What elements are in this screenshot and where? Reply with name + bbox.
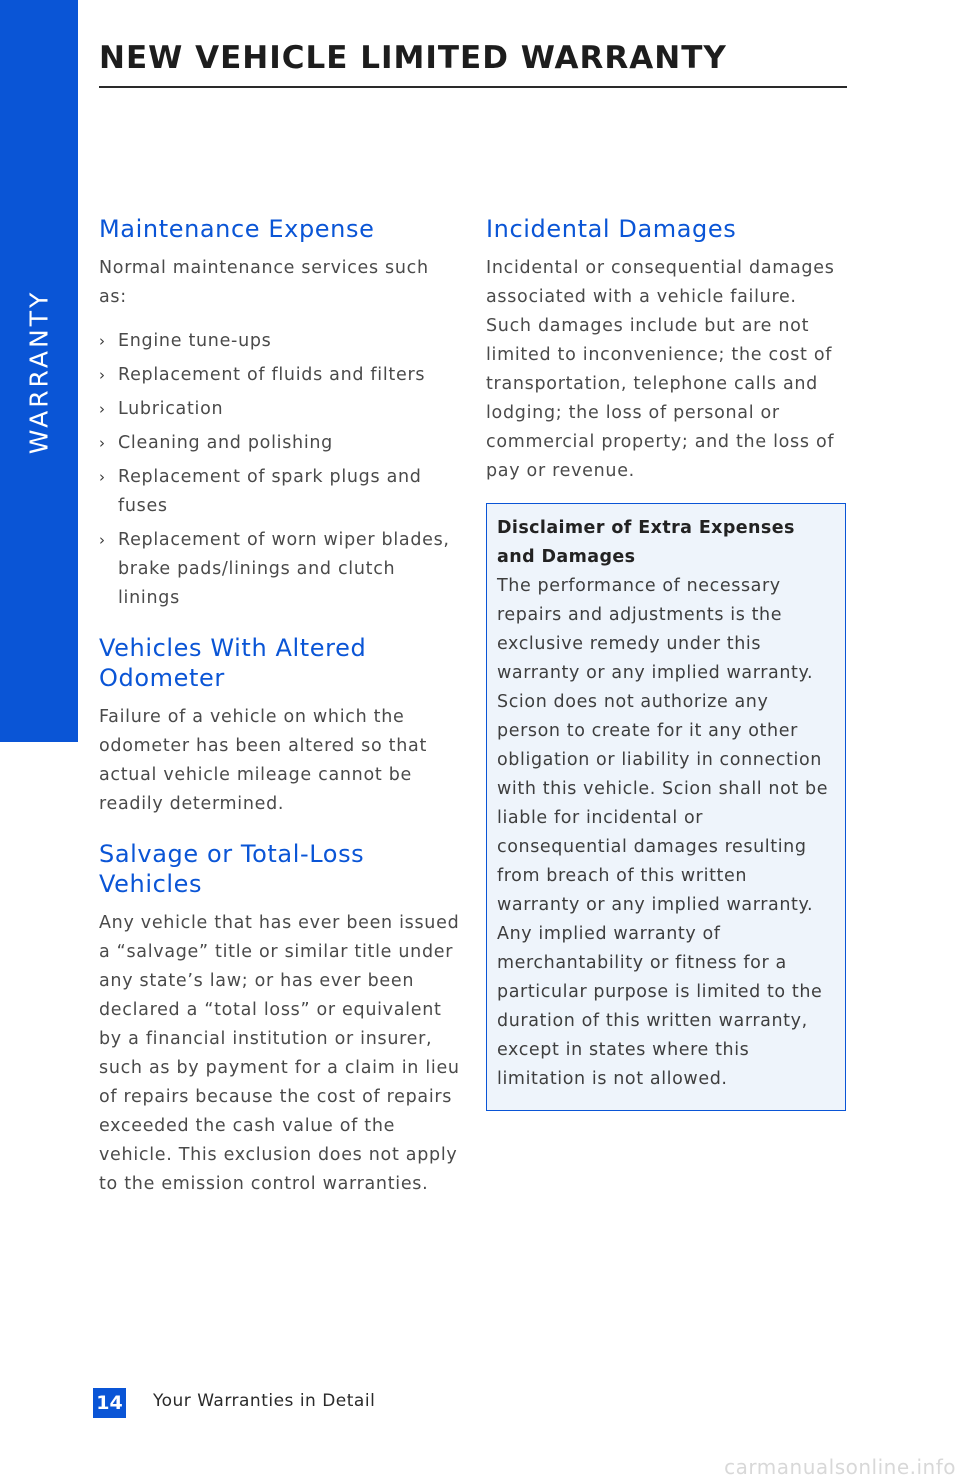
title-rule — [99, 86, 847, 88]
salvage-heading: Salvage or Total-Loss Vehicles — [99, 840, 365, 898]
incidental-body: Incidental or consequential damages associated with a vehicle failure. Such damages include but are not limited to inconvenience; the cost of transportation, telephone calls and lodging; the loss of personal or commercial property; and the loss of pay or revenue. — [486, 258, 835, 481]
chevron-right-icon: › — [99, 531, 106, 549]
maintenance-heading: Maintenance Expense — [99, 215, 375, 243]
list-item — [99, 327, 461, 356]
list-item — [99, 361, 461, 390]
list-item — [99, 429, 461, 458]
salvage-body: Any vehicle that has ever been issued a “salvage” title or similar title under any state’s law; or has ever been declared a “total loss” or equivalent by a financial institution or insurer, such as by payment for a claim in lieu of repairs because the cost of repairs exceeded the cash value of the vehicle. This exclusion does not apply to the emission control warranties. — [99, 913, 460, 1194]
list-item — [99, 526, 461, 613]
right-column — [486, 214, 846, 1111]
odometer-section — [99, 633, 461, 819]
list-item — [99, 395, 461, 424]
disclaimer-body: The performance of necessary repairs and adjustments is the exclusive remedy under this warranty or any implied warranty. Scion does not authorize any person to create for it any other obligation or liability in connection with this vehicle. Scion shall not be liable for incidental or consequential damages resulting from breach of this written warranty or any implied warranty. Any implied warranty of merchantability or fitness for a particular purpose is limited to the duration of this written warranty, except in states where this limitation is not allowed. — [497, 576, 829, 1089]
watermark: carmanualsonline.info — [724, 1455, 956, 1479]
left-column — [99, 214, 461, 1219]
page-title: NEW VEHICLE LIMITED WARRANTY — [99, 40, 727, 76]
side-tab — [0, 0, 78, 742]
list-item-text: Replacement of fluids and filters — [118, 365, 426, 385]
disclaimer-box — [486, 503, 846, 1111]
maintenance-section — [99, 214, 461, 613]
chevron-right-icon: › — [99, 366, 106, 384]
chevron-right-icon: › — [99, 400, 106, 418]
incidental-heading: Incidental Damages — [486, 215, 737, 243]
odometer-body: Failure of a vehicle on which the odometer has been altered so that actual vehicle mileage cannot be readily determined. — [99, 707, 427, 814]
chevron-right-icon: › — [99, 434, 106, 452]
chevron-right-icon: › — [99, 468, 106, 486]
list-item — [99, 463, 461, 521]
list-item-text: Lubrication — [118, 399, 224, 419]
list-item-text: Replacement of spark plugs and fuses — [118, 467, 422, 516]
incidental-section — [486, 214, 846, 486]
chevron-right-icon: › — [99, 332, 106, 350]
list-item-text: Engine tune-ups — [118, 331, 272, 351]
maintenance-list — [99, 327, 461, 613]
odometer-heading: Vehicles With Altered Odometer — [99, 634, 367, 692]
list-item-text: Replacement of worn wiper blades, brake pads/linings and clutch linings — [118, 530, 450, 608]
salvage-section — [99, 839, 461, 1199]
disclaimer-title: Disclaimer of Extra Expenses and Damages — [497, 518, 795, 567]
footer-text: Your Warranties in Detail — [153, 1391, 376, 1411]
list-item-text: Cleaning and polishing — [118, 433, 333, 453]
side-tab-label: WARRANTY — [24, 289, 54, 455]
page-number: 14 — [93, 1388, 126, 1418]
maintenance-intro: Normal maintenance services such as: — [99, 258, 429, 307]
